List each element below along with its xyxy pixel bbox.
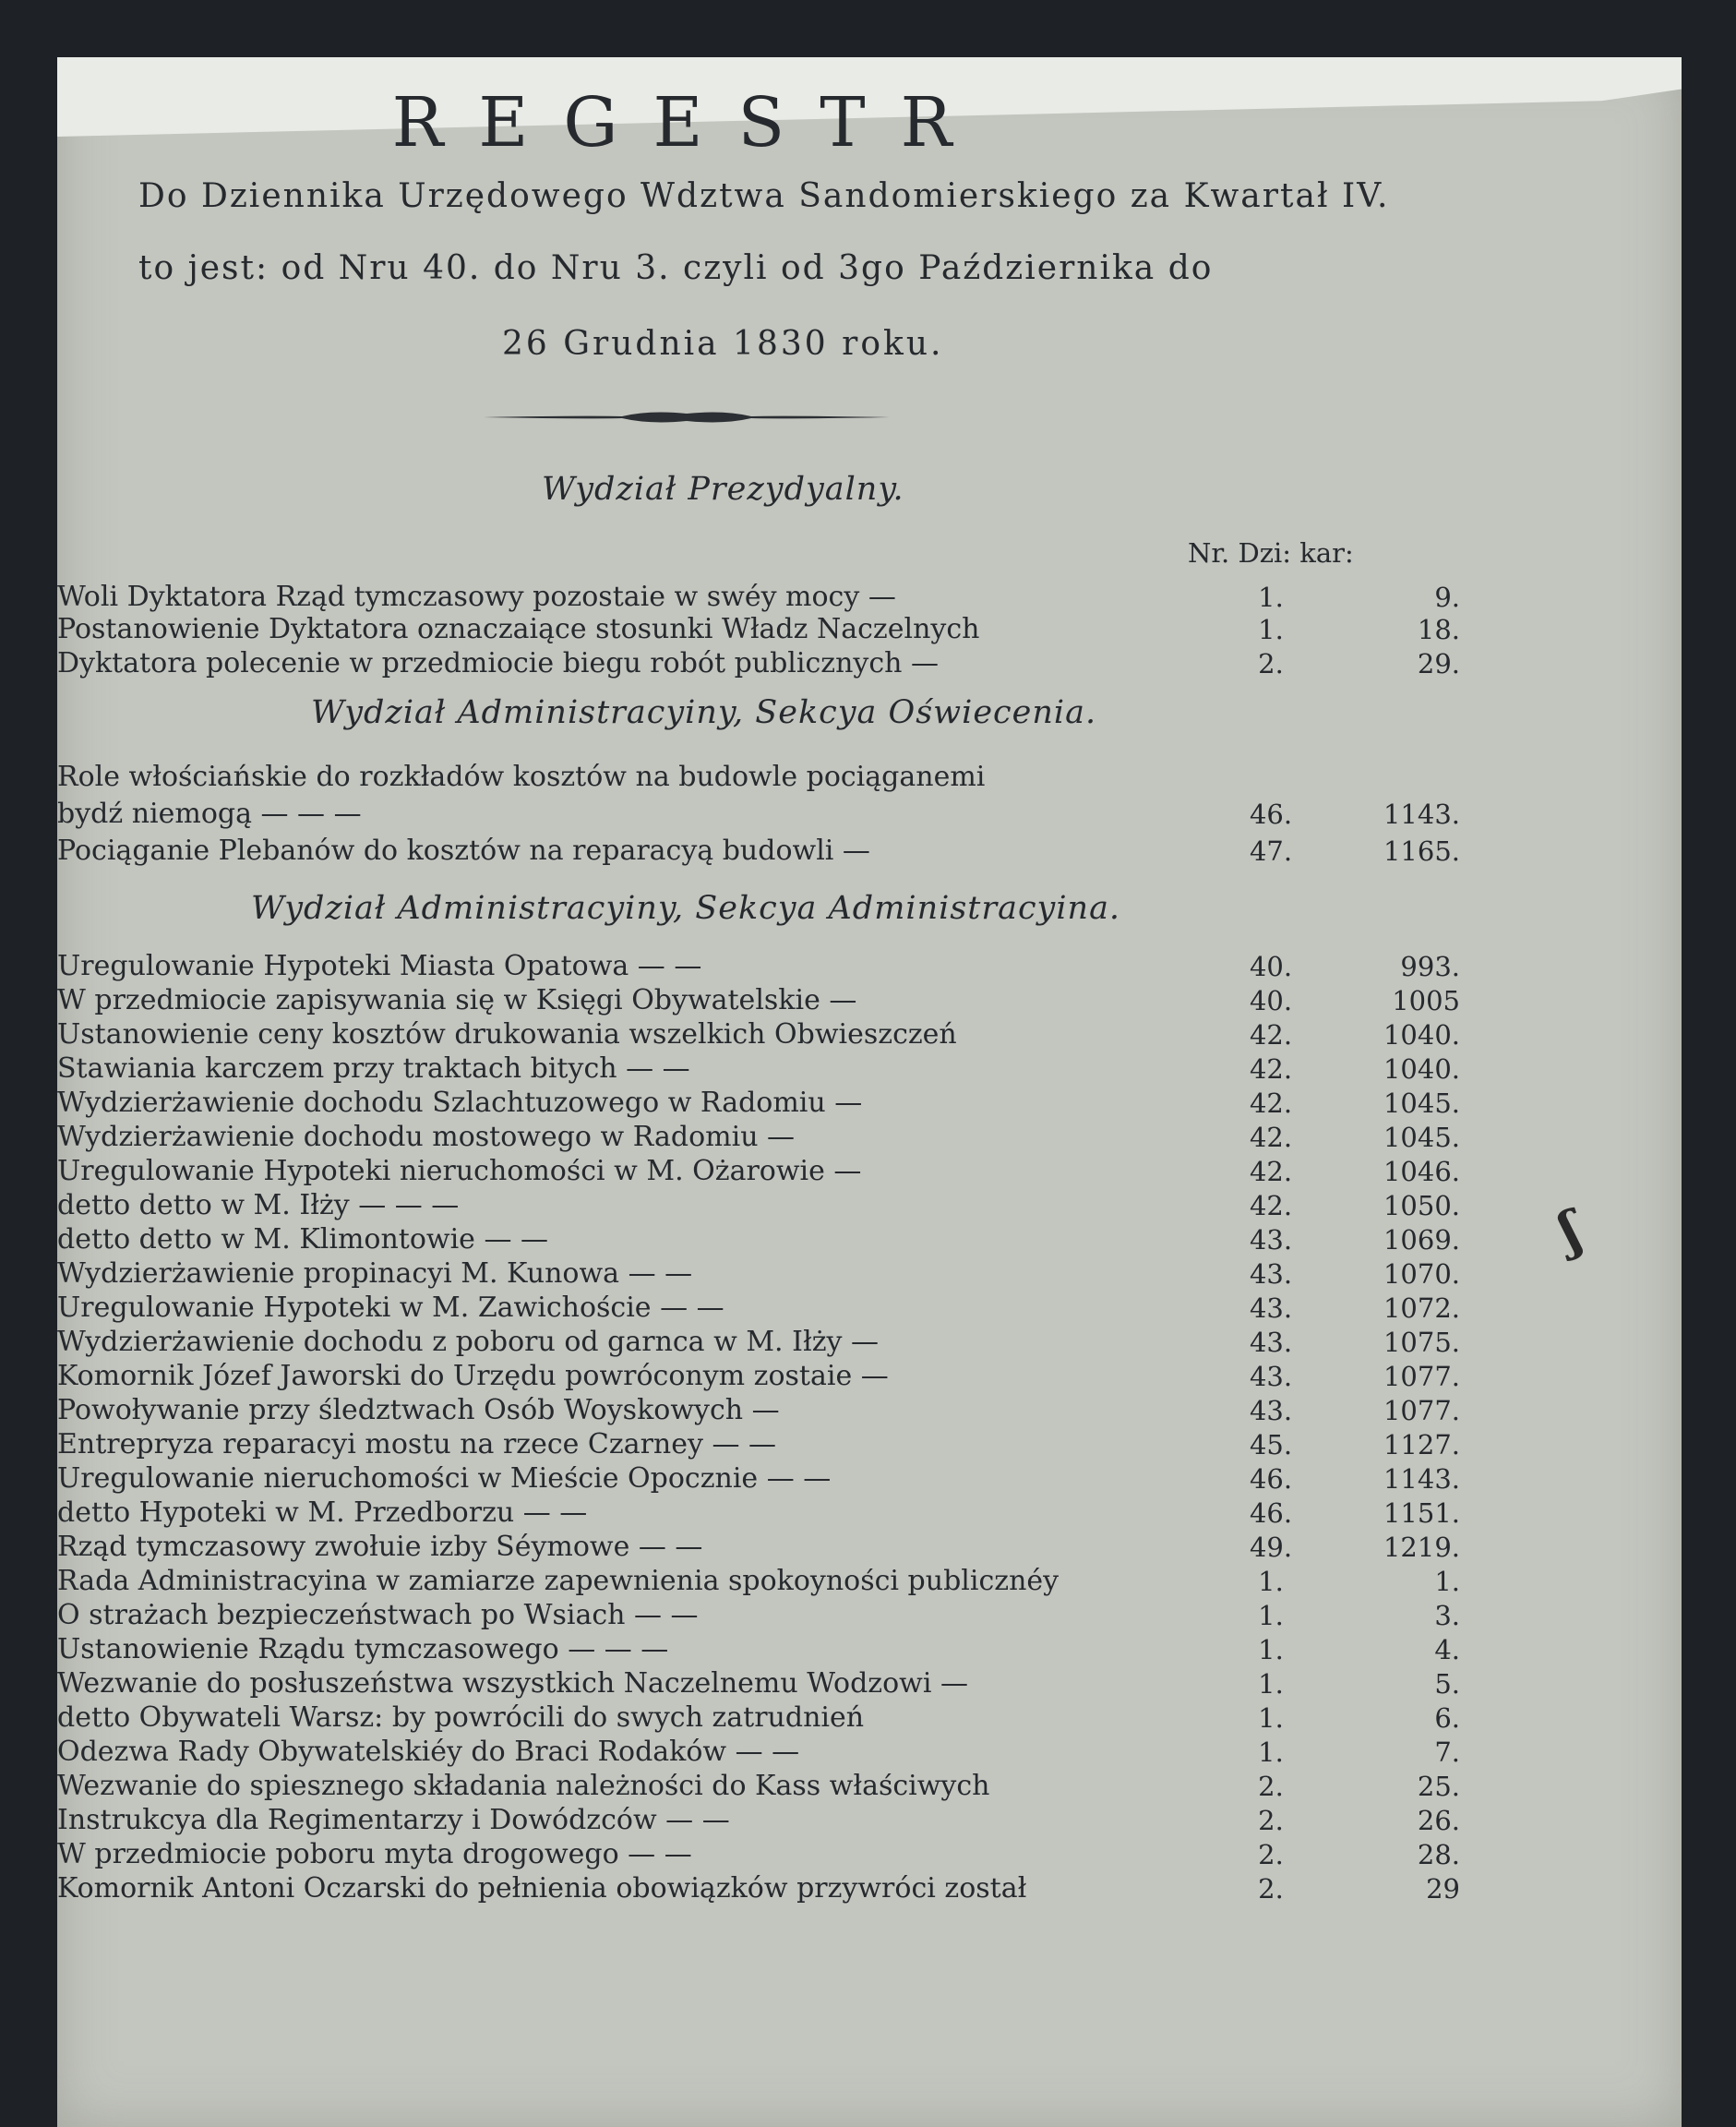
list-item bbox=[57, 645, 1682, 682]
entry-title: Komornik Józef Jaworski do Urzędu powróconym zostaie — bbox=[57, 1360, 889, 1392]
document-title: REGESTR bbox=[391, 83, 988, 162]
list-item bbox=[57, 1051, 1682, 1088]
entry-page: 1045. bbox=[1383, 1122, 1460, 1153]
entry-number: 43. bbox=[1249, 1327, 1293, 1358]
entry-page: 25. bbox=[1417, 1771, 1460, 1802]
entry-number: 42. bbox=[1249, 1190, 1293, 1221]
subtitle-line-3: 26 Grudnia 1830 roku. bbox=[502, 325, 944, 363]
subtitle-line-1: Do Dziennika Urzędowego Wdztwa Sandomierskiego za Kwartał IV. bbox=[138, 177, 1390, 215]
entry-page: 6. bbox=[1434, 1702, 1460, 1734]
entry-title: Powoływanie przy śledztwach Osób Woyskowych — bbox=[57, 1394, 780, 1426]
entry-title: detto Obywateli Warsz: by powrócili do swych zatrudnień bbox=[57, 1701, 865, 1734]
entry-number: 2. bbox=[1258, 1873, 1284, 1905]
entry-page: 993. bbox=[1400, 951, 1460, 982]
entry-page: 1075. bbox=[1383, 1327, 1460, 1358]
entry-number: 2. bbox=[1258, 648, 1284, 679]
entry-page: 1070. bbox=[1383, 1258, 1460, 1290]
entry-page: 29. bbox=[1417, 648, 1460, 679]
entry-title: Uregulowanie Hypoteki nieruchomości w M. Ożarowie — bbox=[57, 1155, 862, 1187]
register-document bbox=[57, 57, 1682, 2127]
entry-title: W przedmiocie zapisywania się w Księgi Obywatelskie — bbox=[57, 984, 857, 1016]
entry-number: 46. bbox=[1249, 1497, 1293, 1529]
ink-mark-icon: ʃ bbox=[1552, 1198, 1588, 1263]
entry-page: 1046. bbox=[1383, 1156, 1460, 1187]
entry-page: 29 bbox=[1426, 1873, 1460, 1905]
entry-title: detto Hypoteki w M. Przedborzu — — bbox=[57, 1496, 588, 1529]
entry-title: Woli Dyktatora Rząd tymczasowy pozostaie w swéy mocy — bbox=[57, 581, 896, 613]
list-item bbox=[57, 1460, 1682, 1497]
entry-number: 1. bbox=[1258, 1736, 1284, 1768]
ornamental-divider bbox=[484, 408, 890, 427]
entry-title: Stawiania karczem przy traktach bitych — — bbox=[57, 1052, 690, 1085]
entry-page: 5. bbox=[1434, 1668, 1460, 1700]
entry-title: Wydzierżawienie dochodu Szlachtuzowego w Radomiu — bbox=[57, 1087, 863, 1119]
entry-page: 18. bbox=[1417, 614, 1460, 645]
entry-number: 46. bbox=[1249, 1463, 1293, 1495]
entry-page: 28. bbox=[1417, 1839, 1460, 1870]
entry-number: 1. bbox=[1258, 1600, 1284, 1631]
entry-page: 1143. bbox=[1383, 1463, 1460, 1495]
entry-title: Rada Administracyina w zamiarze zapewnienia spokoyności publicznéy bbox=[57, 1565, 1060, 1597]
entry-title: Dyktatora polecenie w przedmiocie biegu robót publicznych — bbox=[57, 647, 940, 679]
list-item bbox=[57, 1153, 1682, 1190]
entry-number: 43. bbox=[1249, 1395, 1293, 1426]
entry-page: 3. bbox=[1434, 1600, 1460, 1631]
entry-page: 1077. bbox=[1383, 1395, 1460, 1426]
section-heading-administration: Wydział Administracyiny, Sekcya Administracyina. bbox=[251, 890, 1121, 927]
entry-number: 1. bbox=[1258, 1634, 1284, 1665]
list-item bbox=[57, 796, 1682, 833]
entry-number: 42. bbox=[1249, 1088, 1293, 1119]
list-item bbox=[57, 579, 1682, 616]
list-item bbox=[57, 1734, 1682, 1771]
entry-page: 1040. bbox=[1383, 1053, 1460, 1085]
list-item bbox=[57, 1426, 1682, 1463]
list-item bbox=[57, 1802, 1682, 1839]
subtitle-line-2: to jest: od Nru 40. do Nru 3. czyli od 3go Października do bbox=[138, 249, 1214, 287]
entry-page: 1127. bbox=[1383, 1429, 1460, 1460]
entry-number: 43. bbox=[1249, 1361, 1293, 1392]
entry-page: 9. bbox=[1434, 582, 1460, 613]
entry-title: Wydzierżawienie dochodu mostowego w Radomiu — bbox=[57, 1121, 796, 1153]
list-item bbox=[57, 1187, 1682, 1224]
entry-title: Wydzierżawienie propinacyi M. Kunowa — — bbox=[57, 1257, 693, 1290]
list-item bbox=[57, 1290, 1682, 1327]
list-item bbox=[57, 1529, 1682, 1566]
entry-number: 1. bbox=[1258, 1566, 1284, 1597]
entry-number: 2. bbox=[1258, 1805, 1284, 1836]
entry-number: 43. bbox=[1249, 1258, 1293, 1290]
list-item bbox=[57, 1563, 1682, 1600]
entry-title: Pociąganie Plebanów do kosztów na reparacyą budowli — bbox=[57, 835, 870, 867]
list-item bbox=[57, 1119, 1682, 1156]
list-item bbox=[57, 833, 1682, 870]
entry-title: Postanowienie Dyktatora oznaczaiące stosunki Władz Naczelnych bbox=[57, 613, 980, 645]
list-item bbox=[57, 1392, 1682, 1429]
list-item bbox=[57, 982, 1682, 1019]
entry-number: 47. bbox=[1249, 835, 1293, 867]
entry-title: Entrepryza reparacyi mostu na rzece Czarney — — bbox=[57, 1428, 777, 1460]
list-item bbox=[57, 1358, 1682, 1395]
entry-page: 26. bbox=[1417, 1805, 1460, 1836]
list-item bbox=[57, 1700, 1682, 1736]
entry-page: 4. bbox=[1434, 1634, 1460, 1665]
entry-number: 45. bbox=[1249, 1429, 1293, 1460]
entry-title: detto detto w M. Iłży — — — bbox=[57, 1189, 460, 1221]
entry-page: 1151. bbox=[1383, 1497, 1460, 1529]
entry-title: detto detto w M. Klimontowie — — bbox=[57, 1223, 548, 1256]
list-item bbox=[57, 1016, 1682, 1053]
list-item bbox=[57, 1597, 1682, 1634]
entry-number: 40. bbox=[1249, 985, 1293, 1016]
entry-title: Wezwanie do posłuszeństwa wszystkich Naczelnemu Wodzowi — bbox=[57, 1667, 968, 1700]
list-item bbox=[57, 1870, 1682, 1907]
entry-page: 1219. bbox=[1383, 1532, 1460, 1563]
entry-number: 2. bbox=[1258, 1839, 1284, 1870]
entry-title: O strażach bezpieczeństwach po Wsiach — — bbox=[57, 1599, 699, 1631]
entry-title: Rząd tymczasowy zwołuie izby Séymowe — — bbox=[57, 1531, 703, 1563]
list-item bbox=[57, 1631, 1682, 1668]
entry-number: 49. bbox=[1249, 1532, 1293, 1563]
list-item bbox=[57, 1495, 1682, 1532]
entry-number: 42. bbox=[1249, 1156, 1293, 1187]
entry-number: 46. bbox=[1249, 799, 1293, 830]
entry-page: 1077. bbox=[1383, 1361, 1460, 1392]
entry-page: 1. bbox=[1434, 1566, 1460, 1597]
entry-number: 1. bbox=[1258, 1668, 1284, 1700]
entry-number: 42. bbox=[1249, 1053, 1293, 1085]
entry-title: Uregulowanie nieruchomości w Mieście Opocznie — — bbox=[57, 1462, 832, 1495]
list-item bbox=[57, 1256, 1682, 1292]
entry-number: 40. bbox=[1249, 951, 1293, 982]
entry-page: 1072. bbox=[1383, 1292, 1460, 1324]
entry-title: Odezwa Rady Obywatelskiéy do Braci Rodaków — — bbox=[57, 1736, 800, 1768]
list-item bbox=[57, 759, 1682, 796]
list-item bbox=[57, 1905, 1682, 1941]
section-heading-presidential: Wydział Prezydyalny. bbox=[542, 471, 904, 508]
entry-title: Ustanowienie Rządu tymczasowego — — — bbox=[57, 1633, 669, 1665]
entry-number: 2. bbox=[1258, 1771, 1284, 1802]
entry-title: Komornik Antoni Oczarski do pełnienia obowiązków przywróci został bbox=[57, 1872, 1027, 1905]
list-item bbox=[57, 1221, 1682, 1258]
column-headers: Nr. Dzi: kar: bbox=[1188, 537, 1354, 569]
list-item bbox=[57, 1768, 1682, 1805]
entry-number: 1. bbox=[1258, 614, 1284, 645]
entry-page: 1069. bbox=[1383, 1224, 1460, 1256]
entry-page: 1050. bbox=[1383, 1190, 1460, 1221]
entry-page: 1165. bbox=[1383, 835, 1460, 867]
entry-number: 43. bbox=[1249, 1224, 1293, 1256]
document-page bbox=[57, 57, 1682, 2127]
entry-number: 1. bbox=[1258, 1702, 1284, 1734]
entry-title: Ustanowienie ceny kosztów drukowania wszelkich Obwieszczeń bbox=[57, 1018, 957, 1051]
entry-number: 42. bbox=[1249, 1019, 1293, 1051]
entry-title: Uregulowanie Hypoteki w M. Zawichoście — — bbox=[57, 1292, 724, 1324]
entry-title: Role włościańskie do rozkładów kosztów na budowle pociąganemi bbox=[57, 761, 986, 793]
list-item bbox=[57, 611, 1682, 648]
list-item bbox=[57, 1665, 1682, 1702]
list-item bbox=[57, 1836, 1682, 1873]
entry-title: Wydzierżawienie dochodu z poboru od garnca w M. Iłży — bbox=[57, 1326, 879, 1358]
entry-title: Uregulowanie Hypoteki Miasta Opatowa — — bbox=[57, 950, 702, 982]
entry-page: 7. bbox=[1434, 1736, 1460, 1768]
entry-page: 1040. bbox=[1383, 1019, 1460, 1051]
entry-page: 1143. bbox=[1383, 799, 1460, 830]
entry-page: 1045. bbox=[1383, 1088, 1460, 1119]
entry-title: bydź niemogą — — — bbox=[57, 798, 362, 830]
entry-page: 1005 bbox=[1392, 985, 1460, 1016]
entry-title: Wezwanie do spiesznego składania należności do Kass właściwych bbox=[57, 1770, 990, 1802]
entry-number: 1. bbox=[1258, 582, 1284, 613]
section-heading-education: Wydział Administracyiny, Sekcya Oświecenia. bbox=[311, 694, 1097, 731]
list-item bbox=[57, 1085, 1682, 1122]
entry-number: 42. bbox=[1249, 1122, 1293, 1153]
list-item bbox=[57, 948, 1682, 985]
entry-title: W przedmiocie poboru myta drogowego — — bbox=[57, 1838, 692, 1870]
entry-title: Instrukcya dla Regimentarzy i Dowódzców — — bbox=[57, 1804, 730, 1836]
list-item bbox=[57, 1324, 1682, 1361]
entry-number: 43. bbox=[1249, 1292, 1293, 1324]
